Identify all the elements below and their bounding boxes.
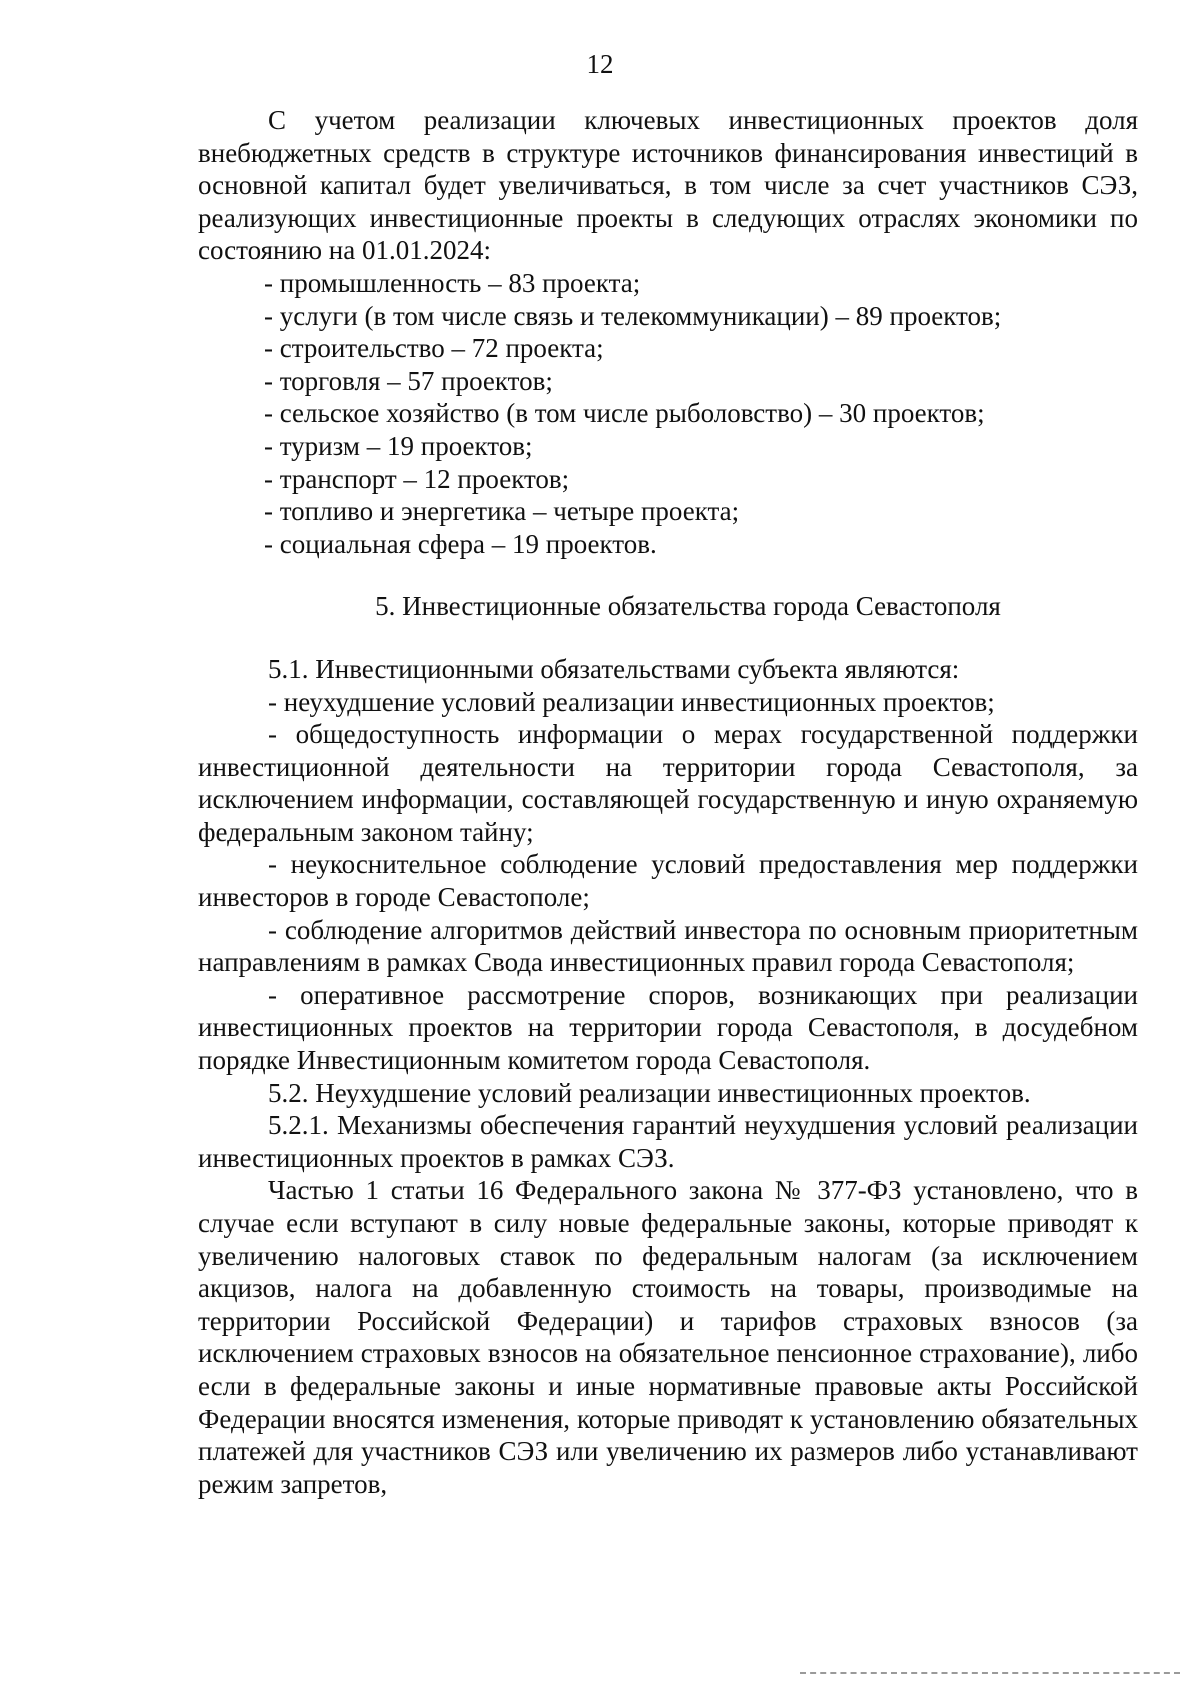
list-item: - торговля – 57 проектов; [264, 365, 553, 396]
paragraph: 5.2.1. Механизмы обеспечения гарантий неухудшения условий реализации инвестиционных проектов в рамках СЭЗ. [198, 1110, 1138, 1173]
list-item: - строительство – 72 проекта; [264, 333, 604, 364]
paragraph: - общедоступность информации о мерах государственной поддержки инвестиционной деятельности на территории города Севастополя, за исключением информации, составляющей государственную и иную охраняемую федеральным законом тайну; [198, 719, 1138, 847]
paragraph: Частью 1 статьи 16 Федерального закона № 377-ФЗ установлено, что в случае если вступают в силу новые федеральные законы, которые приводят к увеличению налоговых ставок по федеральным налогам (за исключением акцизов, налога на добавленную стоимость на товары, производимые на территории Российской Федерации) и тарифов страховых взносов (за исключением страховых взносов на обязательное пенсионное страхование), либо если в федеральные законы и иные нормативные правовые акты Российской Федерации вносятся изменения, которые приводят к установлению обязательных платежей для участников СЭЗ или увеличению их размеров либо устанавливают режим запретов, [198, 1175, 1138, 1499]
list-item: - услуги (в том числе связь и телекоммуникации) – 89 проектов; [264, 300, 1002, 331]
sector-list [198, 267, 1138, 560]
paragraph: - оперативное рассмотрение споров, возникающих при реализации инвестиционных проектов на территории города Севастополя, в досудебном порядке Инвестиционным комитетом города Севастополя. [198, 979, 1138, 1076]
list-item: - туризм – 19 проектов; [264, 430, 533, 461]
spacer [198, 623, 1138, 653]
page-number: 12 [586, 49, 614, 79]
paragraph: - неукоснительное соблюдение условий предоставления мер поддержки инвесторов в городе Севастополе; [198, 849, 1138, 913]
list-item: - транспорт – 12 проектов; [264, 463, 570, 494]
paragraph: 5.1. Инвестиционными обязательствами субъекта являются: [268, 653, 960, 684]
list-item: - промышленность – 83 проекта; [264, 267, 641, 298]
paragraph: - неухудшение условий реализации инвестиционных проектов; [268, 686, 995, 717]
list-item: - сельское хозяйство (в том числе рыболовство) – 30 проектов; [264, 398, 985, 429]
intro-paragraph: С учетом реализации ключевых инвестиционных проектов доля внебюджетных средств в структуре источников финансирования инвестиций в основной капитал будет увеличиваться, в том числе за счет участников СЭЗ, реализующих инвестиционные проекты в следующих отраслях экономики по состоянию на 01.01.2024: [198, 105, 1138, 266]
section-heading: 5. Инвестиционные обязательства города Севастополя [375, 591, 1001, 622]
document-body [198, 104, 1138, 1500]
list-item: - социальная сфера – 19 проектов. [264, 528, 657, 559]
list-item: - топливо и энергетика – четыре проекта; [264, 496, 740, 527]
paragraph: 5.2. Неухудшение условий реализации инвестиционных проектов. [268, 1077, 1031, 1108]
spacer [198, 560, 1138, 590]
paragraph: - соблюдение алгоритмов действий инвестора по основным приоритетным направлениям в рамках Свода инвестиционных правил города Севастополя; [198, 914, 1138, 978]
footer-divider [800, 1672, 1180, 1674]
